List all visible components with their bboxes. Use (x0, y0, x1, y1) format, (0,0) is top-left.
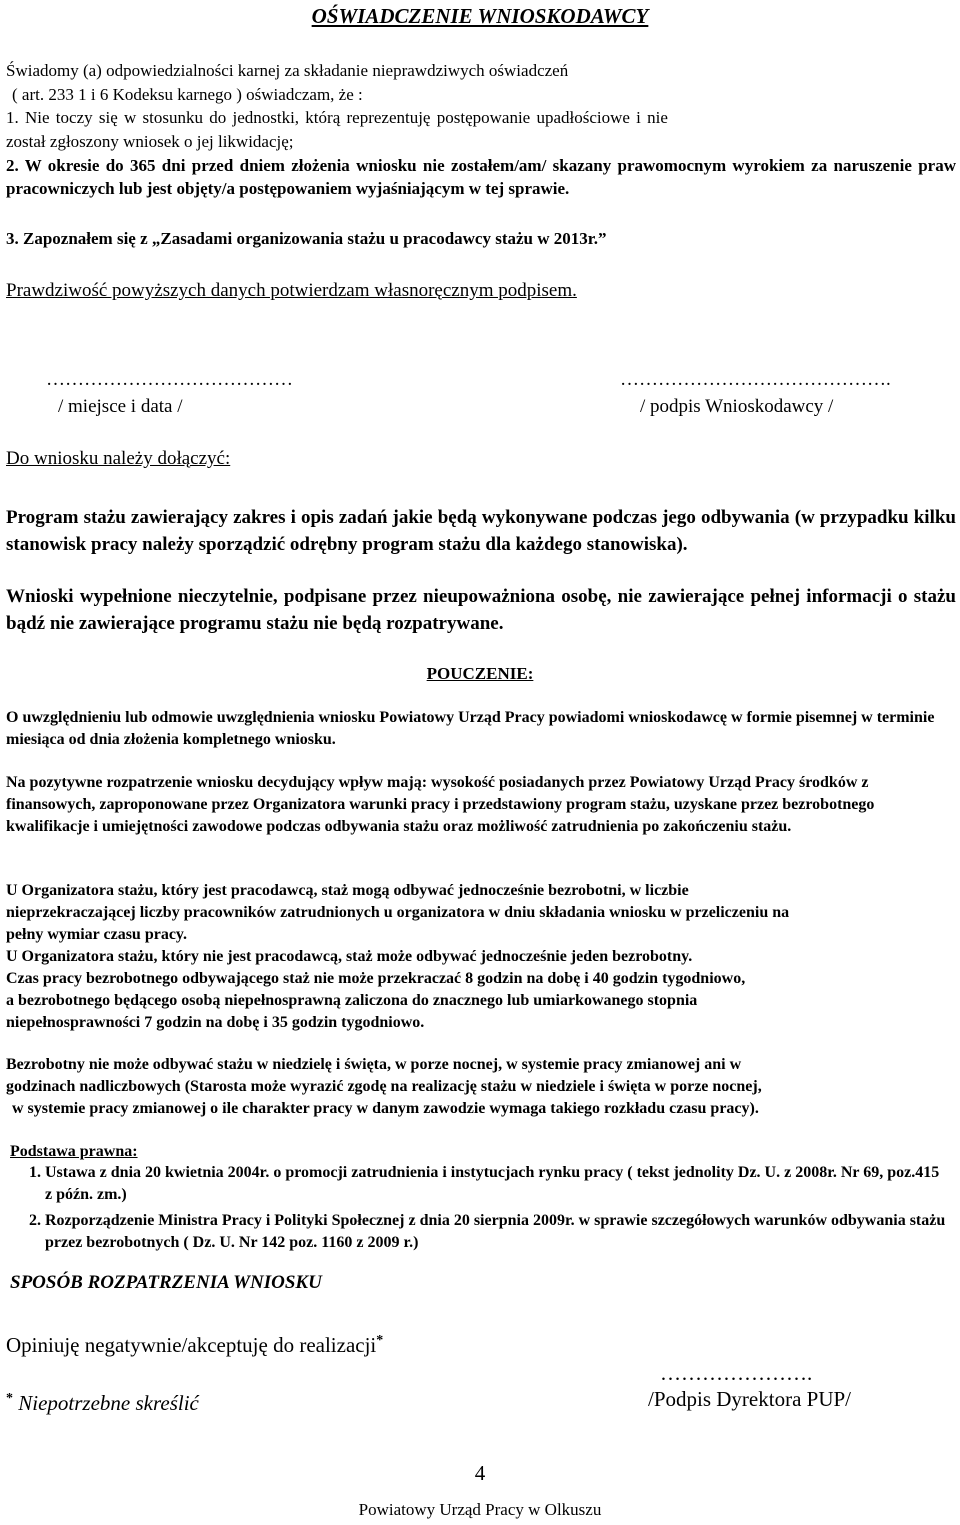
place-date-label: / miejsce i data / (58, 396, 183, 417)
instruction-p6-line3: w systemie pracy zmianowej o ile charakter pracy w danym zawodzie wymaga takiego rozkładu czasu pracy). (12, 1100, 759, 1117)
instruction-paragraph-2: Na pozytywne rozpatrzenie wniosku decydujący wpływ mają: wysokość posiadanych przez Powiatowy Urząd Pracy środków z finansowych, zaproponowane przez Organizatora warunki pracy i przedstawiony program stażu, uzyskane przez bezrobotnego kwalifikacje i umiejętności zawodowe podczas odbywania stażu oraz możliwość zatrudnienia po zakończeniu stażu. (6, 774, 875, 835)
place-date-dots: ………………………………… (46, 369, 293, 390)
page-number: 4 (474, 1461, 486, 1485)
instruction-heading: POUCZENIE: (426, 664, 534, 683)
declaration-intro-line1: Świadomy (a) odpowiedzialności karnej za składanie nieprawdziwych oświadczeń (6, 61, 569, 80)
director-signature-dots: …………………. (660, 1361, 813, 1385)
attachments-warning: Wnioski wypełnione nieczytelnie, podpisane przez nieupoważniona osobę, nie zawierające pełnej informacji o stażu bądź nie zawierające programu stażu nie będą rozpatrywane. (6, 586, 956, 634)
instruction-p6-line2: godzinach nadliczbowych (Starosta może wyrazić zgodę na realizację stażu w niedziele i święta w porze nocnej, (6, 1078, 762, 1095)
review-heading: SPOSÓB ROZPATRZENIA WNIOSKU (10, 1272, 322, 1293)
director-signature-label: /Podpis Dyrektora PUP/ (648, 1387, 852, 1411)
instruction-p6-line1: Bezrobotny nie może odbywać stażu w niedzielę i święta, w porze nocnej, w systemie pracy zmianowej ani w (6, 1056, 742, 1073)
review-opinion: Opiniuję negatywnie/akceptuję do realizacji (6, 1333, 377, 1357)
declaration-item2: 2. W okresie do 365 dni przed dniem złożenia wniosku nie zostałem/am/ skazany prawomocnym wyrokiem za naruszenie praw pracowniczych lub jest objęty/a postępowaniem wyjaśniającym w tej sprawie. (6, 156, 956, 198)
asterisk-mark: * (376, 1333, 384, 1348)
legal-basis-item: 2. Rozporządzenie Ministra Pracy i Polityki Społecznej z dnia 20 sierpnia 2009r. w sprawie szczegółowych warunków odbywania stażu przez bezrobotnych ( Dz. U. Nr 142 poz. 1160 z 2009 r.) (45, 1210, 950, 1254)
footnote-text: Niepotrzebne skreślić (18, 1391, 199, 1415)
instruction-p3-line2: nieprzekraczającej liczby pracowników zatrudnionych u organizatora w dniu składania wniosku w przeliczeniu na (6, 904, 790, 921)
declaration-item3: 3. Zapoznałem się z „Zasadami organizowania stażu u pracodawcy stażu w 2013r.” (6, 229, 607, 248)
footnote-asterisk: * (6, 1391, 13, 1406)
legal-basis-item: 1. Ustawa z dnia 20 kwietnia 2004r. o promocji zatrudnienia i instytucjach rynku pracy ( tekst jednolity Dz. U. z 2008r. Nr 69, poz.415 z późn. zm.) (45, 1162, 950, 1206)
legal-basis-list (5, 1162, 950, 1254)
declaration-item1-line1: 1. Nie toczy się w stosunku do jednostki, którą reprezentuję postępowanie upadłościowe i nie (6, 108, 668, 127)
declaration-intro-line2: ( art. 233 1 i 6 Kodeksu karnego ) oświadczam, że : (12, 85, 363, 104)
footnote-line (6, 1385, 199, 1417)
applicant-signature-label: / podpis Wnioskodawcy / (640, 396, 834, 417)
attachments-heading: Do wniosku należy dołączyć: (6, 448, 231, 469)
instruction-p3-line3: pełny wymiar czasu pracy. (6, 926, 188, 943)
attachments-program: Program stażu zawierający zakres i opis zadań jakie będą wykonywane podczas jego odbywania (w przypadku kilku stanowisk pracy należy sporządzić odrębny program stażu dla każdego stanowiska). (6, 507, 956, 555)
document-title: OŚWIADCZENIE WNIOSKODAWCY (311, 4, 649, 28)
instruction-paragraph-4: U Organizatora stażu, który nie jest pracodawcą, staż może odbywać jednocześnie jeden bezrobotny. (6, 948, 693, 965)
review-opinion-line (6, 1327, 383, 1359)
instruction-p3-line1: U Organizatora stażu, który jest pracodawcą, staż mogą odbywać jednocześnie bezrobotni, w liczbie (6, 882, 689, 899)
legal-basis-heading: Podstawa prawna: (10, 1143, 138, 1160)
instruction-p5-line1: Czas pracy bezrobotnego odbywającego staż nie może przekraczać 8 godzin na dobę i 40 godzin tygodniowo, (6, 970, 746, 987)
instruction-paragraph-1: O uwzględnieniu lub odmowie uwzględnienia wniosku Powiatowy Urząd Pracy powiadomi wnioskodawcę w formie pisemnej w terminie miesiąca od dnia złożenia kompletnego wniosku. (6, 709, 935, 748)
instruction-p5-line3: niepełnosprawności 7 godzin na dobę i 35 godzin tygodniowo. (6, 1014, 425, 1031)
legal-basis-list-wrapper (5, 1162, 950, 1254)
applicant-signature-dots: ……………………………………. (620, 369, 891, 390)
declaration-confirmation: Prawdziwość powyższych danych potwierdzam własnoręcznym podpisem. (6, 280, 577, 301)
declaration-item1-line2: został zgłoszony wniosek o jej likwidację; (6, 132, 294, 151)
footer-office: Powiatowy Urząd Pracy w Olkuszu (358, 1500, 602, 1519)
instruction-p5-line2: a bezrobotnego będącego osobą niepełnosprawną zaliczona do znacznego lub umiarkowanego stopnia (6, 992, 698, 1009)
